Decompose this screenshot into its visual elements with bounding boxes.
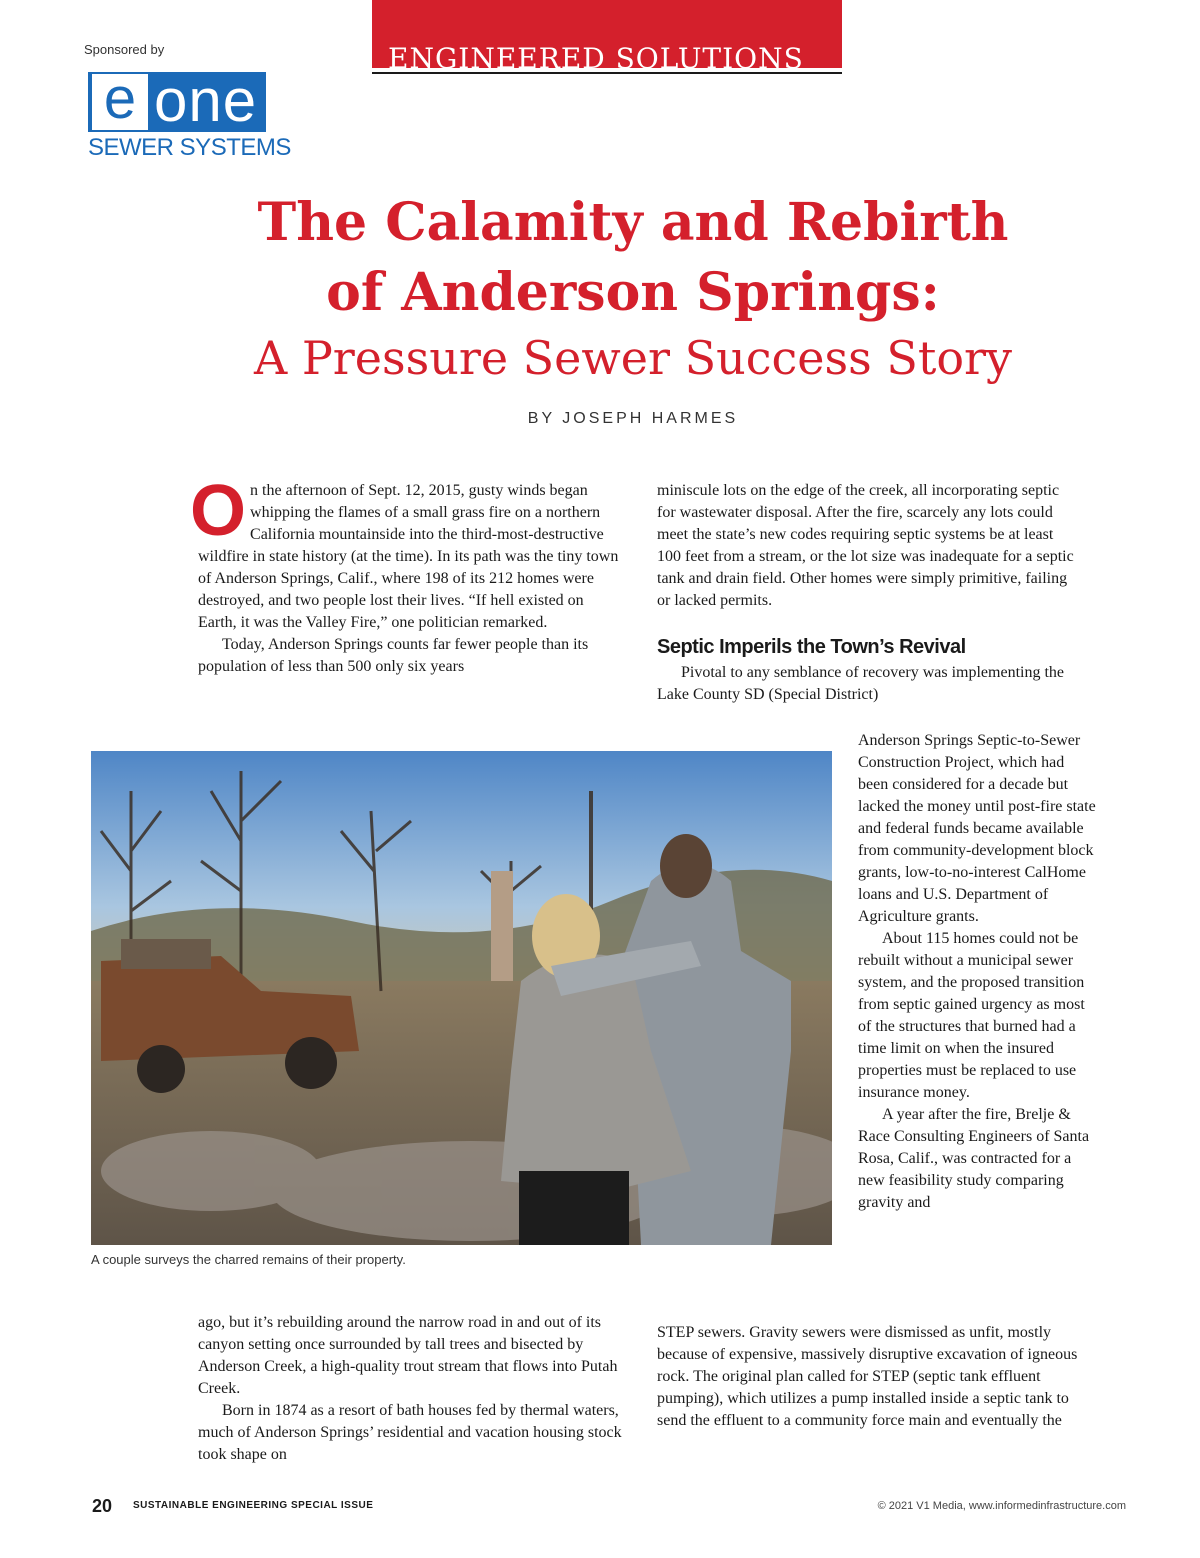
- paragraph-5: About 115 homes could not be rebuilt without a municipal sewer system, and the proposed transition from septic gained urgency as most of the structures that burned had a time limit on when the insured properties must be replaced to use insurance money.: [858, 930, 1085, 1101]
- subhead: Septic Imperils the Town’s Revival: [657, 636, 966, 658]
- left-column-top: [190, 471, 626, 678]
- headline-line-1: The Calamity and Rebirth: [257, 192, 1009, 253]
- right-column-bottom: [657, 1322, 1089, 1432]
- section-banner: [372, 0, 842, 68]
- headline-line-2: of Anderson Springs:: [326, 262, 940, 323]
- paragraph-3-continued: miniscule lots on the edge of the creek, all incorporating septic for wastewater disposal. After the fire, scarcely any lots could meet the state’s new codes requiring septic systems be at least 100 feet from a stream, or the lot size was inadequate for a septic tank and drain field. Other homes were simply primitive, failing or lacked permits.: [657, 482, 1074, 609]
- paragraph-4a: Pivotal to any semblance of recovery was implementing the Lake County SD (Special District): [657, 664, 1064, 703]
- section-banner-label: ENGINEERED SOLUTIONS: [388, 42, 804, 68]
- paragraph-6b: STEP sewers. Gravity sewers were dismissed as unfit, mostly because of expensive, massively disruptive excavation of igneous rock. The original plan called for STEP (septic tank effluent pumping), which utilizes a pump installed inside a septic tank to send the effluent to a community force main and eventually the: [657, 1324, 1078, 1429]
- paragraph-3: Born in 1874 as a resort of bath houses fed by thermal waters, much of Anderson Springs’ residential and vacation housing stock took shape on: [198, 1402, 622, 1463]
- photo-caption: A couple surveys the charred remains of their property.: [91, 1252, 406, 1267]
- paragraph-2: Today, Anderson Springs counts far fewer people than its population of less than 500 only six years: [198, 636, 589, 675]
- byline: BY JOSEPH HARMES: [527, 410, 739, 427]
- logo-mark: [88, 66, 266, 134]
- logo-subtitle: SEWER SYSTEMS: [88, 134, 291, 161]
- fire-ruins-photo: [91, 751, 832, 1245]
- sponsor-label: Sponsored by: [84, 42, 165, 57]
- logo-e: e: [92, 74, 148, 130]
- eone-logo: [88, 66, 291, 162]
- headline-subtitle: A Pressure Sewer Success Story: [253, 331, 1012, 385]
- paragraph-1: On the afternoon of Sept. 12, 2015, gusty winds began whipping the flames of a small grass fire on a northern California mountainside into the third-most-destructive wildfire in state history (at the time). In its path was the tiny town of Anderson Springs, Calif., where 198 of its 212 homes were destroyed, and two people lost their lives. “If hell existed on Earth, it was the Valley Fire,” one politician remarked.: [190, 471, 619, 631]
- drop-cap: O: [190, 471, 247, 551]
- right-column-top: [657, 480, 1077, 706]
- banner-rule: [372, 72, 842, 74]
- left-column-bottom: [198, 1312, 626, 1466]
- paragraph-2-continued: ago, but it’s rebuilding around the narrow road in and out of its canyon setting once surrounded by tall trees and bisected by Anderson Creek, a high-quality trout stream that flows into Putah Creek.: [198, 1314, 618, 1397]
- issue-title: SUSTAINABLE ENGINEERING SPECIAL ISSUE: [133, 1500, 374, 1511]
- page-number: 20: [92, 1496, 113, 1516]
- paragraph-6a: A year after the fire, Brelje & Race Consulting Engineers of Santa Rosa, Calif., was contracted for a new feasibility study comparing gravity and: [858, 1106, 1090, 1211]
- right-column-narrow: [858, 730, 1096, 1214]
- logo-one: one: [154, 67, 258, 134]
- photo-illustration: [91, 751, 832, 1245]
- copyright: © 2021 V1 Media, www.informedinfrastructure.com: [877, 1500, 1126, 1512]
- paragraph-4b: Anderson Springs Septic-to-Sewer Construction Project, which had been considered for a decade but lacked the money until post-fire state and federal funds became available from community-development block grants, low-to-no-interest CalHome loans and U.S. Department of Agriculture grants.: [858, 732, 1096, 925]
